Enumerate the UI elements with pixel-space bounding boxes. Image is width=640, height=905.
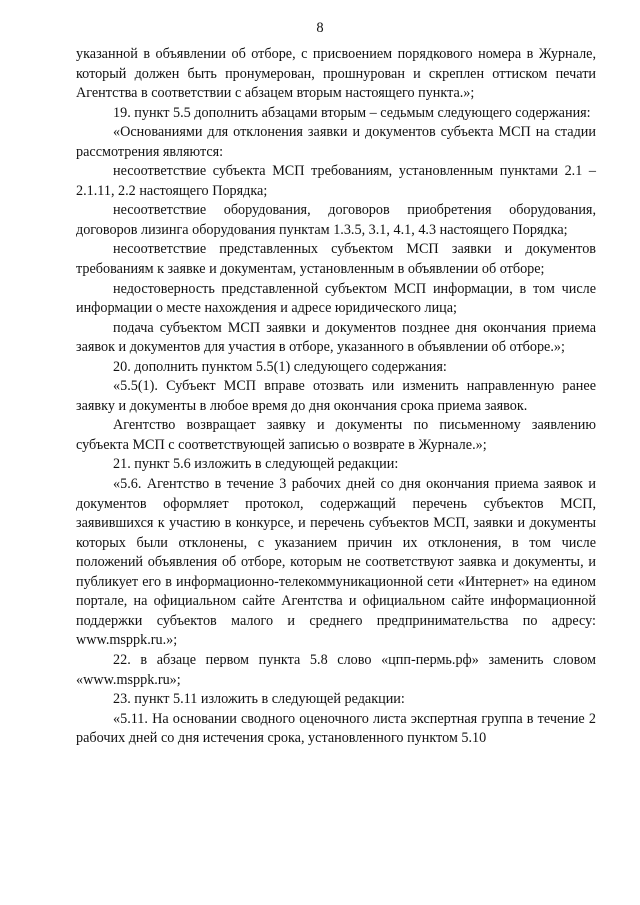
paragraph-5-6: «5.6. Агентство в течение 3 рабочих дней со дня окончания приема заявок и документов оформляет протокол, содержащий перечень субъектов МСП, заявившихся к участию в конкурсе, и перечень субъектов МСП, заявки и документы которых были отклонены, с указанием причин их отклонения, в том числе положений объявления об отборе, которым не соответствуют заявка и документы, и публикует его в информационно-телекоммуникационной сети «Интернет» на едином портале, на официальном сайте Агентства и официальном сайте информационной поддержки субъектов малого и среднего предпринимательства по адресу: www.msppk.ru.»; bbox=[76, 476, 596, 649]
page-number: 8 bbox=[316, 20, 324, 36]
paragraph-item-21: 21. пункт 5.6 изложить в следующей редакции: bbox=[113, 456, 399, 473]
paragraph-ground-documents: несоответствие представленных субъектом МСП заявки и документов требованиям к заявке и документам, установленным в объявлении об отборе; bbox=[76, 241, 596, 278]
paragraph-ground-requirements: несоответствие субъекта МСП требованиям, установленным пунктами 2.1 – 2.1.11, 2.2 настоящего Порядка; bbox=[76, 163, 596, 199]
paragraph-rejection-grounds: «Основаниями для отклонения заявки и документов субъекта МСП на стадии рассмотрения являются: bbox=[76, 124, 596, 160]
paragraph-5-11: «5.11. На основании сводного оценочного листа экспертная группа в течение 2 рабочих дней со дня истечения срока, установленного пунктом 5.10 bbox=[76, 710, 596, 747]
paragraph-ground-false-info: недостоверность представленной субъектом МСП информации, в том числе информации о месте нахождения и адресе юридического лица; bbox=[76, 280, 596, 317]
paragraph-intro-continuation: указанной в объявлении об отборе, с присвоением порядкового номера в Журнале, который должен быть пронумерован, прошнурован и скреплен оттиском печати Агентства в соответствии с абзацем вторым настоящего пункта.»; bbox=[76, 46, 596, 102]
paragraph-item-23: 23. пункт 5.11 изложить в следующей редакции: bbox=[113, 691, 405, 708]
paragraph-return-documents: Агентство возвращает заявку и документы по письменному заявлению субъекта МСП с соответствующей записью о возврате в Журнале.»; bbox=[76, 417, 596, 453]
body-text bbox=[76, 45, 596, 749]
paragraph-ground-equipment: несоответствие оборудования, договоров приобретения оборудования, договоров лизинга оборудования пунктам 1.3.5, 3.1, 4.1, 4.3 настоящего Порядка; bbox=[76, 202, 596, 238]
paragraph-item-19: 19. пункт 5.5 дополнить абзацами вторым – седьмым следующего содержания: bbox=[113, 104, 591, 121]
paragraph-ground-late-submission: подача субъектом МСП заявки и документов позднее дня окончания приема заявок и документов для участия в отборе, указанного в объявлении об отборе.»; bbox=[76, 319, 596, 356]
paragraph-item-22: 22. в абзаце первом пункта 5.8 слово «цпп-пермь.рф» заменить словом «www.msppk.ru»; bbox=[76, 651, 596, 688]
paragraph-item-20: 20. дополнить пунктом 5.5(1) следующего содержания: bbox=[113, 358, 447, 375]
paragraph-5-5-1: «5.5(1). Субъект МСП вправе отозвать или изменить направленную ранее заявку и документы в любое время до дня окончания срока приема заявок. bbox=[76, 378, 596, 414]
